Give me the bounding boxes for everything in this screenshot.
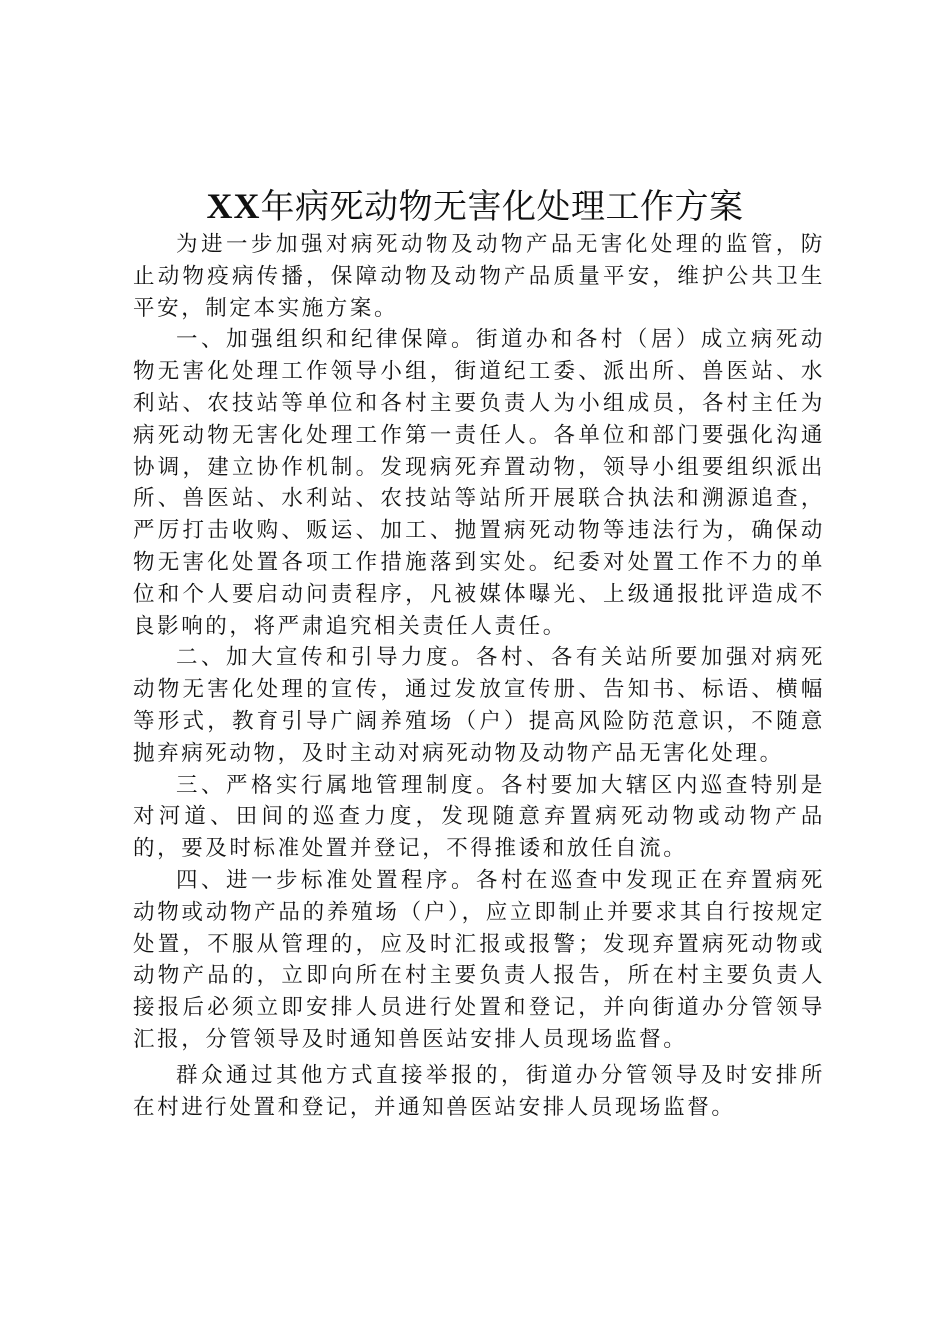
paragraph-section-4: 四、进一步标准处置程序。各村在巡查中发现正在弃置病死动物或动物产品的养殖场（户），应立即制止并要求其自行按规定处置，不服从管理的，应及时汇报或报警；发现弃置病死动物或动物产品的，立即向所在村主要负责人报告，所在村主要负责人接报后必须立即安排人员进行处置和登记，并向街道办分管领导汇报，分管领导及时通知兽医站安排人员现场监督。 (133, 867, 825, 1052)
document-body (133, 229, 825, 1123)
title-prefix: XX (206, 186, 261, 226)
paragraph-section-2: 二、加大宣传和引导力度。各村、各有关站所要加强对病死动物无害化处理的宣传，通过发放宣传册、告知书、标语、横幅等形式，教育引导广阔养殖场（户）提高风险防范意识，不随意抛弃病死动物，及时主动对病死动物及动物产品无害化处理。 (133, 645, 825, 766)
title-text: 年病死动物无害化处理工作方案 (260, 187, 744, 227)
paragraph-section-1: 一、加强组织和纪律保障。街道办和各村（居）成立病死动物无害化处理工作领导小组，街道纪工委、派出所、兽医站、水利站、农技站等单位和各村主要负责人为小组成员，各村主任为病死动物无害化处理工作第一责任人。各单位和部门要强化沟通协调，建立协作机制。发现病死弃置动物，领导小组要组织派出所、兽医站、水利站、农技站等站所开展联合执法和溯源追查，严厉打击收购、贩运、加工、抛置病死动物等违法行为，确保动物无害化处置各项工作措施落到实处。纪委对处置工作不力的单位和个人要启动问责程序，凡被媒体曝光、上级通报批评造成不良影响的，将严肃追究相关责任人责任。 (133, 327, 825, 639)
document-title (0, 183, 950, 230)
paragraph-section-3: 三、严格实行属地管理制度。各村要加大辖区内巡查特别是对河道、田间的巡查力度，发现随意弃置病死动物或动物产品的，要及时标准处置并登记，不得推诿和放任自流。 (133, 772, 825, 862)
paragraph-public-reports: 群众通过其他方式直接举报的，街道办分管领导及时安排所在村进行处置和登记，并通知兽医站安排人员现场监督。 (133, 1062, 825, 1120)
paragraph-intro: 为进一步加强对病死动物及动物产品无害化处理的监管，防止动物疫病传播，保障动物及动物产品质量平安，维护公共卫生平安，制定本实施方案。 (133, 232, 825, 321)
